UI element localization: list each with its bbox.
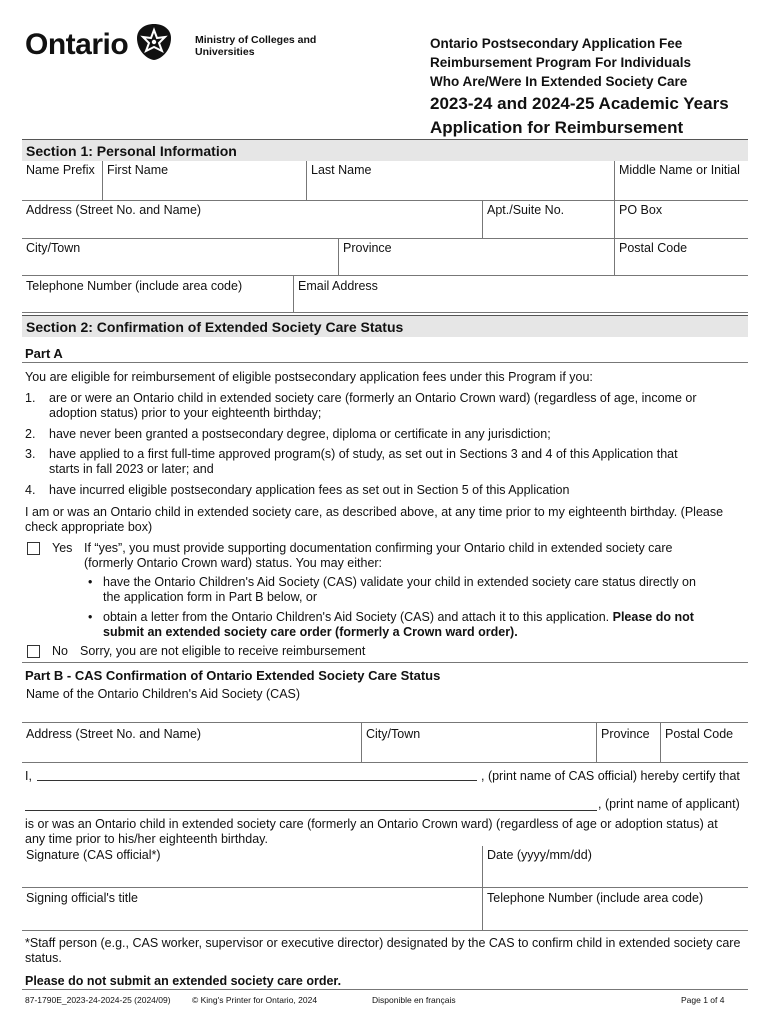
city-field[interactable]	[22, 239, 339, 276]
cas-address-label: Address (Street No. and Name)	[26, 727, 202, 741]
signature-field[interactable]	[22, 846, 483, 888]
list-item-number: 1.	[25, 391, 36, 405]
footnote: status.	[25, 951, 62, 965]
cas-postal-label: Postal Code	[665, 727, 734, 741]
bullet-icon: •	[88, 575, 93, 589]
certify-statement: any time prior to his/her eighteenth birthday.	[25, 832, 268, 846]
title-line-5: Application for Reimbursement	[430, 118, 684, 137]
cas-telephone-field[interactable]	[483, 888, 748, 931]
bullet-text: have the Ontario Children's Aid Society (CAS) validate your child in extended society care status directly on	[103, 575, 696, 589]
yes-instructions: (formerly Ontario Crown ward) status. You may either:	[84, 556, 383, 570]
ministry-name: Ministry of Colleges and Universities	[195, 34, 317, 58]
french-availability: Disponible en français	[372, 995, 456, 1005]
middle-name-label: Middle Name or Initial	[619, 163, 740, 177]
email-label: Email Address	[298, 279, 378, 293]
list-item: have never been granted a postsecondary degree, diploma or certificate in any jurisdiction;	[49, 427, 551, 441]
list-item: are or were an Ontario child in extended society care (formerly an Ontario Crown ward) (regardless of age, income or	[49, 391, 697, 405]
email-field[interactable]	[294, 276, 748, 313]
form-title	[430, 34, 760, 139]
postal-code-label: Postal Code	[619, 241, 688, 255]
no-checkbox[interactable]	[27, 645, 40, 658]
address-field[interactable]	[22, 201, 483, 239]
section-1-header: Section 1: Personal Information	[22, 139, 748, 161]
last-name-label: Last Name	[311, 163, 372, 177]
telephone-field[interactable]	[22, 276, 294, 313]
cas-name-label: Name of the Ontario Children's Aid Society (CAS)	[26, 687, 301, 701]
telephone-label: Telephone Number (include area code)	[26, 279, 243, 293]
first-name-field[interactable]	[103, 161, 307, 201]
no-label: No	[52, 644, 68, 658]
city-label: City/Town	[26, 241, 81, 255]
signing-title-field[interactable]	[22, 888, 483, 931]
section-2-header: Section 2: Confirmation of Extended Society Care Status	[22, 315, 748, 337]
province-field[interactable]	[339, 239, 615, 276]
list-item: have incurred eligible postsecondary application fees as set out in Section 5 of this Application	[49, 483, 570, 497]
divider	[22, 662, 748, 663]
bullet-text: the application form in Part B below, or	[103, 590, 318, 604]
form-id: 87-1790E_2023-24-2024-25 (2024/09)	[25, 995, 171, 1005]
last-name-field[interactable]	[307, 161, 615, 201]
ontario-logo-text: Ontario	[25, 28, 129, 61]
warning-text: Please do not submit an extended society care order.	[25, 974, 342, 988]
list-item: adoption status) prior to your eighteenth birthday;	[49, 406, 322, 420]
title-line-2: Reimbursement Program For Individuals	[430, 55, 692, 70]
page-number: Page 1 of 4	[681, 995, 725, 1005]
statement-text: check appropriate box)	[25, 520, 153, 534]
title-line-3: Who Are/Were In Extended Society Care	[430, 74, 688, 89]
part-b-heading: Part B - CAS Confirmation of Ontario Extended Society Care Status	[25, 668, 441, 683]
list-item-number: 2.	[25, 427, 36, 441]
first-name-label: First Name	[107, 163, 169, 177]
cas-province-field[interactable]	[597, 723, 661, 763]
title-line-4: 2023-24 and 2024-25 Academic Years	[430, 94, 729, 113]
statement-text: I am or was an Ontario child in extended society care, as described above, at any time prior to my eighteenth birthday. (Please	[25, 505, 724, 519]
cas-postal-field[interactable]	[661, 723, 748, 763]
trillium-logo-icon	[136, 23, 172, 61]
no-text: Sorry, you are not eligible to receive reimbursement	[80, 644, 366, 658]
list-item-number: 4.	[25, 483, 36, 497]
address-label: Address (Street No. and Name)	[26, 203, 202, 217]
date-label: Date (yyyy/mm/dd)	[487, 848, 592, 862]
yes-label: Yes	[52, 541, 73, 555]
title-line-1: Ontario Postsecondary Application Fee	[430, 36, 683, 51]
signature-label: Signature (CAS official*)	[26, 848, 161, 862]
bullet-text	[103, 609, 694, 625]
bullet-text-bold: submit an extended society care order (formerly a Crown ward order).	[103, 625, 518, 639]
cas-city-label: City/Town	[366, 727, 421, 741]
certify-i-label: I,	[25, 769, 32, 783]
divider	[22, 989, 748, 990]
name-prefix-label: Name Prefix	[26, 163, 95, 177]
province-label: Province	[343, 241, 392, 255]
po-box-label: PO Box	[619, 203, 663, 217]
certify-applicant-text: , (print name of applicant)	[598, 797, 740, 811]
bullet-text-bold: Please do not	[612, 610, 694, 624]
list-item-number: 3.	[25, 447, 36, 461]
copyright: © King's Printer for Ontario, 2024	[192, 995, 318, 1005]
divider	[22, 362, 748, 363]
cas-official-name-input[interactable]	[37, 780, 477, 781]
name-prefix-field[interactable]	[22, 161, 103, 201]
footnote: *Staff person (e.g., CAS worker, supervisor or executive director) designated by the CAS to confirm child in extended society care	[25, 936, 741, 950]
bullet-icon: •	[88, 610, 93, 624]
cas-address-field[interactable]	[22, 723, 362, 763]
list-item: have applied to a first full-time approved program(s) of study, as set out in Sections 3 and 4 of this Application that	[49, 447, 678, 461]
applicant-name-input[interactable]	[25, 810, 597, 811]
yes-instructions: If “yes”, you must provide supporting documentation confirming your Ontario child in extended society care	[84, 541, 673, 555]
certify-statement: is or was an Ontario child in extended society care (formerly an Ontario Crown ward) (regardless of age or adoption status) at	[25, 817, 718, 831]
cas-telephone-label: Telephone Number (include area code)	[487, 891, 704, 905]
po-box-field[interactable]	[615, 201, 748, 239]
date-field[interactable]	[483, 846, 748, 888]
cas-province-label: Province	[601, 727, 650, 741]
middle-name-field[interactable]	[615, 161, 748, 201]
signing-title-label: Signing official's title	[26, 891, 138, 905]
eligibility-intro: You are eligible for reimbursement of eligible postsecondary application fees under this Program if you:	[25, 370, 593, 384]
part-a-heading: Part A	[25, 346, 63, 361]
cas-city-field[interactable]	[362, 723, 597, 763]
bullet-text-regular: obtain a letter from the Ontario Children's Aid Society (CAS) and attach it to this application.	[103, 610, 610, 624]
cas-name-field[interactable]	[22, 685, 748, 723]
yes-checkbox[interactable]	[27, 542, 40, 555]
apt-suite-field[interactable]	[483, 201, 615, 239]
certify-official-text: , (print name of CAS official) hereby certify that	[481, 769, 740, 783]
apt-suite-label: Apt./Suite No.	[487, 203, 565, 217]
list-item: starts in fall 2023 or later; and	[49, 462, 214, 476]
postal-code-field[interactable]	[615, 239, 748, 276]
